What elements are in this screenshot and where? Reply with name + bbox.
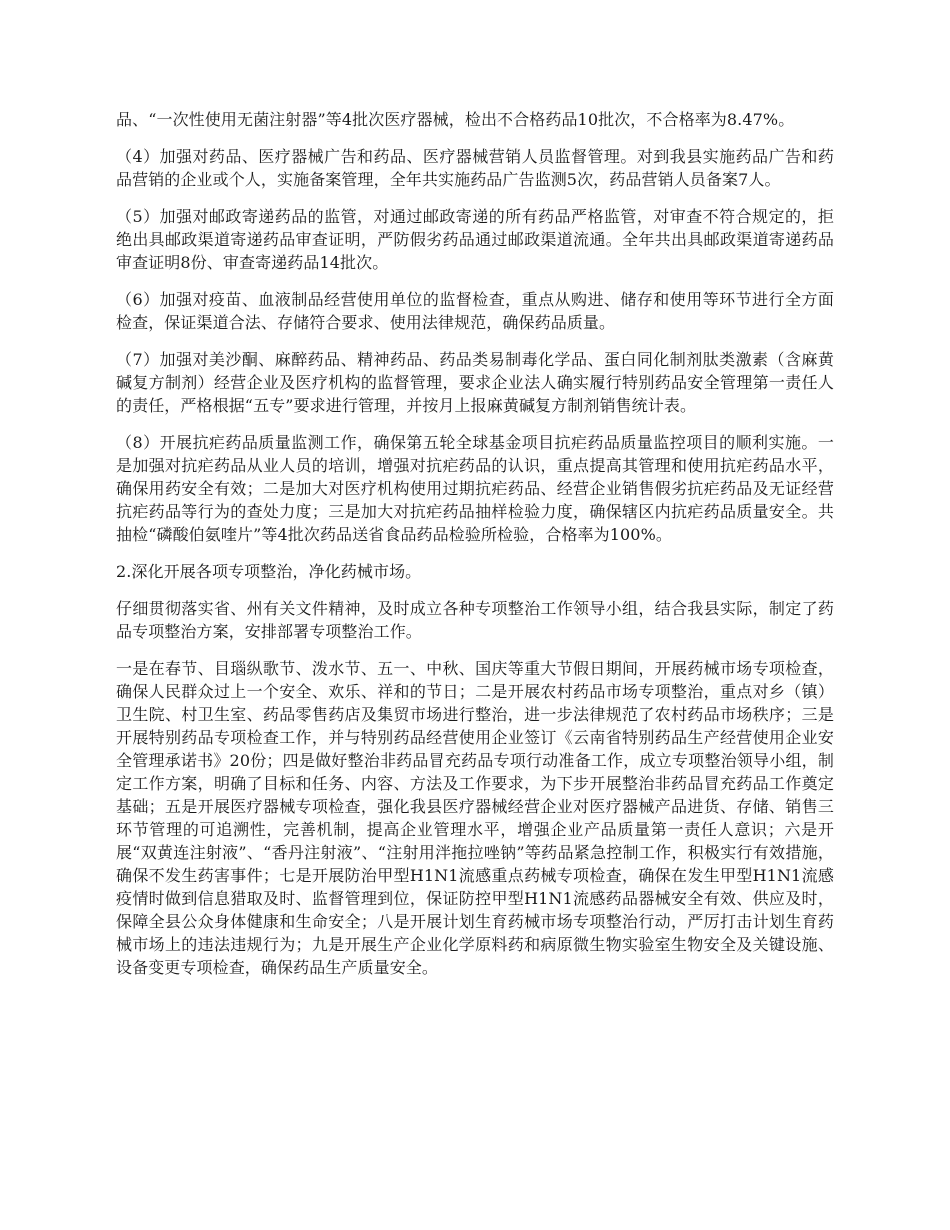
paragraph-rectification-details: 一是在春节、目瑙纵歌节、泼水节、五一、中秋、国庆等重大节假日期间，开展药械市场专项检查，确保人民群众过上一个安全、欢乐、祥和的节日；二是开展农村药品市场专项整治，重点对乡（镇）卫生院、村卫生室、药品零售药店及集贸市场进行整治，进一步法律规范了农村药品市场秩序；三是开展特别药品专项检查工作，并与特别药品经营使用企业签订《云南省特别药品生产经营使用企业安全管理承诺书》20份；四是做好整治非药品冒充药品专项行动准备工作，成立专项整治领导小组，制定工作方案，明确了目标和任务、内容、方法及工作要求，为下步开展整治非药品冒充药品工作奠定基础；五是开展医疗器械专项检查，强化我县医疗器械经营企业对医疗器械产品进货、存储、销售三环节管理的可追溯性，完善机制，提高企业管理水平，增强企业产品质量第一责任人意识；六是开展“双黄连注射液”、“香丹注射液”、“注射用泮拖拉唑钠”等药品紧急控制工作，积极实行有效措施，确保不发生药害事件；七是开展防治甲型H1N1流感重点药械专项检查，确保在发生甲型H1N1流感疫情时做到信息猎取及时、监督管理到位，保证防控甲型H1N1流感药品器械安全有效、供应及时，保障全县公众身体健康和生命安全；八是开展计划生育药械市场专项整治行动，严厉打击计划生育药械市场上的违法违规行为；九是开展生产企业化学原料药和病原微生物实验室生物安全及关键设施、设备变更专项检查，确保药品生产质量安全。 bbox=[116, 659, 834, 977]
paragraph-vaccine-blood-products: （6）加强对疫苗、血液制品经营使用单位的监督检查，重点从购进、储存和使用等环节进行全方面检查，保证渠道合法、存储符合要求、使用法律规范，确保药品质量。 bbox=[116, 290, 834, 332]
paragraph-inspection-results: 品、“一次性使用无菌注射器”等4批次医疗器械，检出不合格药品10批次，不合格率为8.47%。 bbox=[116, 110, 795, 129]
paragraph-antimalarial-monitoring: （8）开展抗疟药品质量监测工作，确保第五轮全球基金项目抗疟药品质量监控项目的顺利实施。一是加强对抗疟药品从业人员的培训，增强对抗疟药品的认识，重点提高其管理和使用抗疟药品水平，确保用药安全有效；二是加大对医疗机构使用过期抗疟药品、经营企业销售假劣抗疟药品及无证经营抗疟药品等行为的查处力度；三是加大对抗疟药品抽样检验力度，确保辖区内抗疟药品质量安全。共抽检“磷酸伯氨喹片”等4批次药品送省食品药品检验所检验，合格率为100%。 bbox=[116, 433, 834, 544]
paragraph-special-drugs: （7）加强对美沙酮、麻醉药品、精神药品、药品类易制毒化学品、蛋白同化制剂肽类激素（含麻黄碱复方制剂）经营企业及医疗机构的监督管理，要求企业法人确实履行特别药品安全管理第一责任人的责任，严格根据“五专”要求进行管理，并按月上报麻黄碱复方制剂销售统计表。 bbox=[116, 350, 834, 415]
paragraph-advertising-supervision: （4）加强对药品、医疗器械广告和药品、医疗器械营销人员监督管理。对到我县实施药品广告和药品营销的企业或个人，实施备案管理，全年共实施药品广告监测5次，药品营销人员备案7人。 bbox=[116, 147, 834, 189]
paragraph-postal-delivery: （5）加强对邮政寄递药品的监管，对通过邮政寄递的所有药品严格监管，对审查不符合规定的，拒绝出具邮政渠道寄递药品审查证明，严防假劣药品通过邮政渠道流通。全年共出具邮政渠道寄递药品审查证明8份、审查寄递药品14批次。 bbox=[116, 207, 834, 272]
paragraph-implementation: 仔细贯彻落实省、州有关文件精神，及时成立各种专项整治工作领导小组，结合我县实际，制定了药品专项整治方案，安排部署专项整治工作。 bbox=[116, 599, 834, 641]
section-heading-special-rectification: 2.深化开展各项专项整治，净化药械市场。 bbox=[116, 562, 422, 581]
